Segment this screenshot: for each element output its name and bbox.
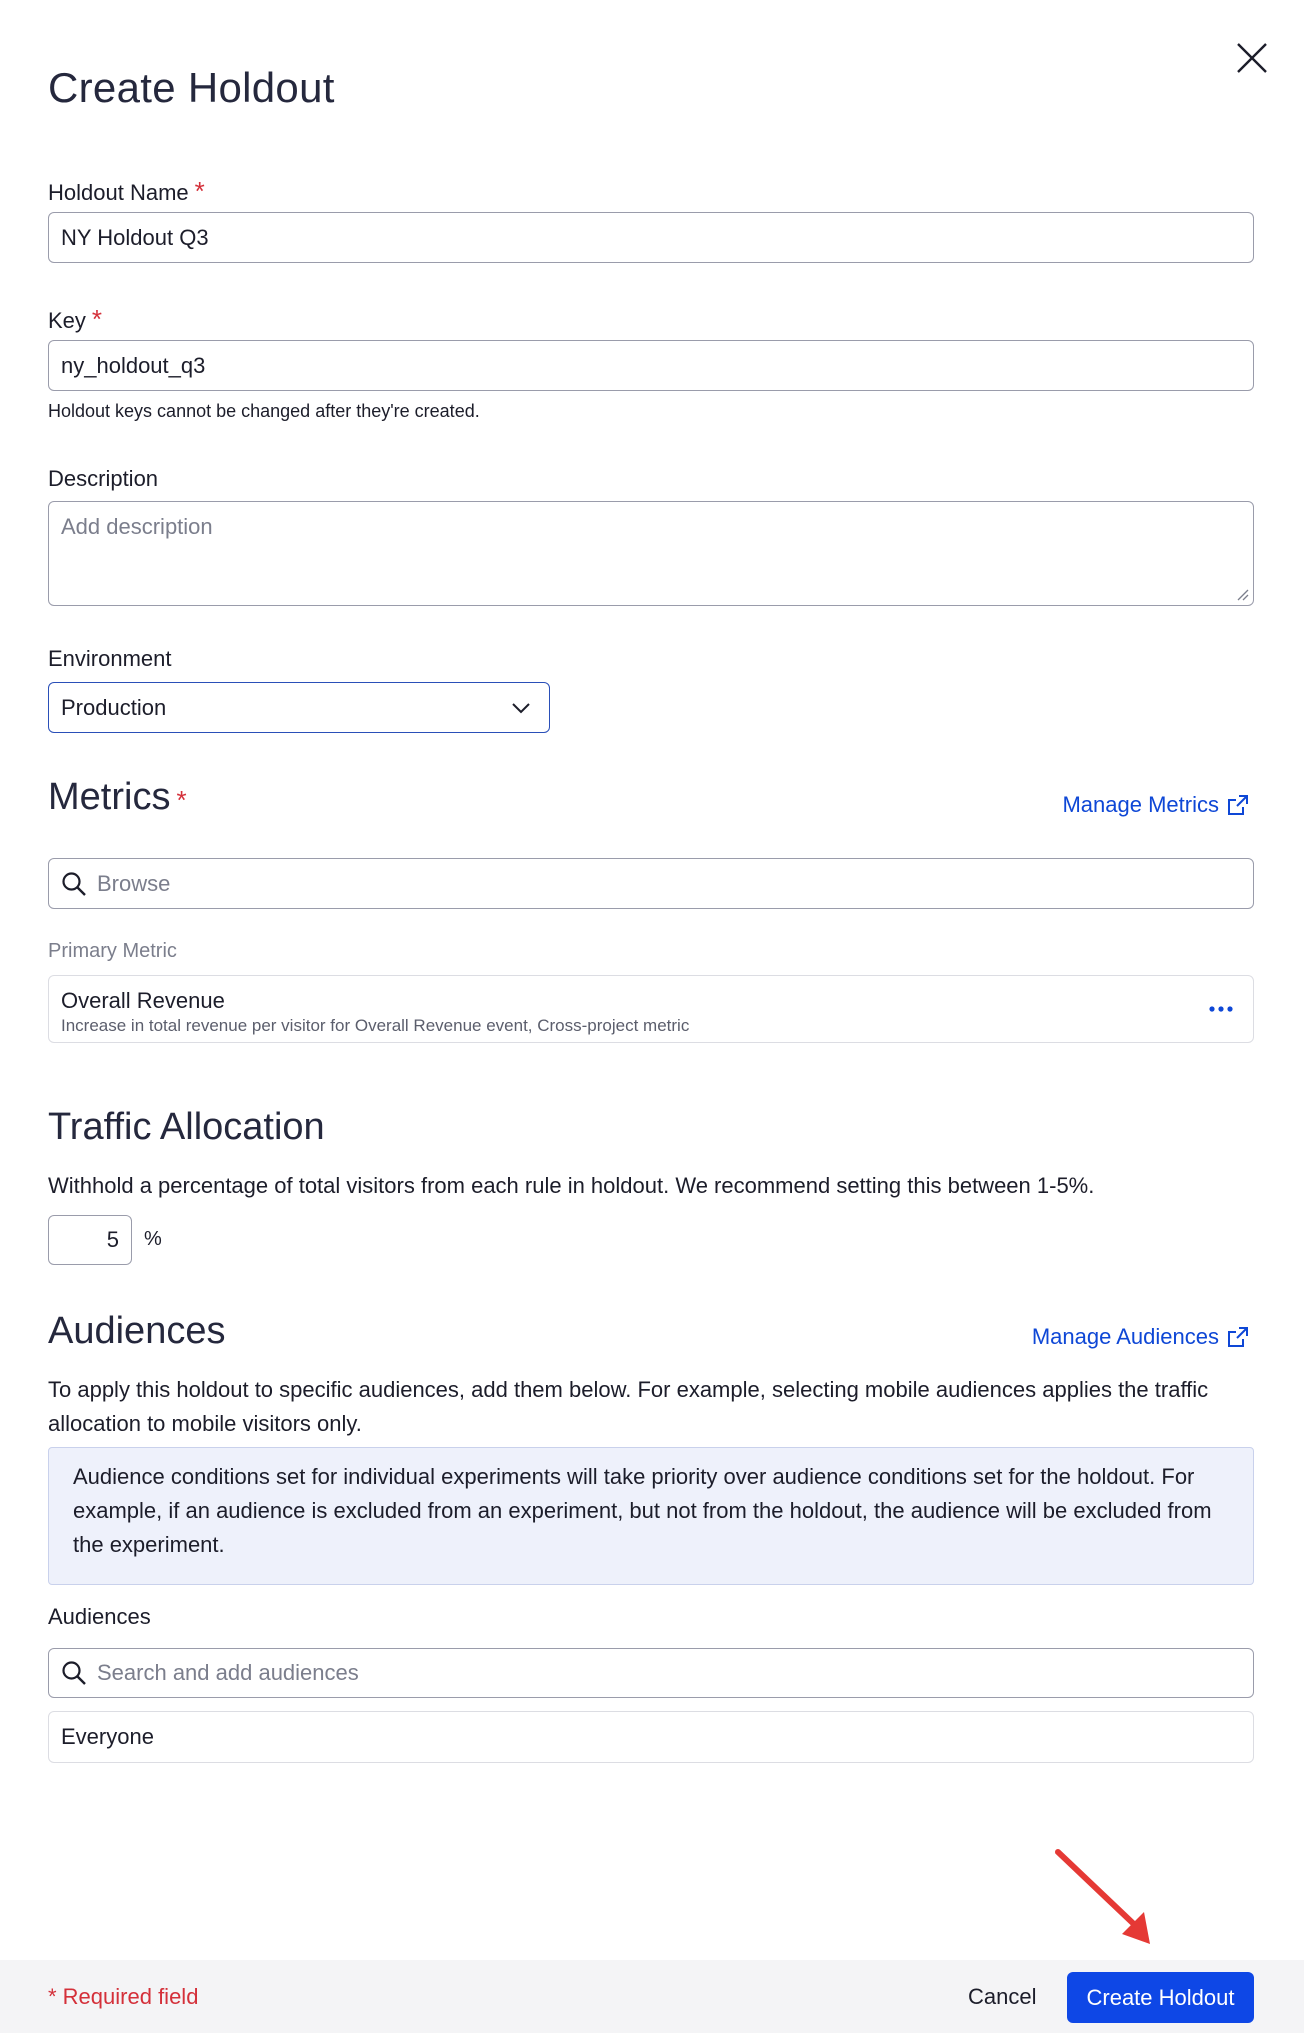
dialog-title: Create Holdout: [48, 64, 335, 111]
audiences-description: To apply this holdout to specific audiences, add them below. For example, selecting mobile audiences applies the traffic allocation to mobile visitors only.: [48, 1377, 1209, 1436]
holdout-name-label-text: Holdout Name: [48, 180, 189, 205]
environment-select[interactable]: [48, 682, 550, 733]
primary-metric-name: Overall Revenue: [61, 988, 225, 1013]
environment-selected-value: Production: [61, 694, 167, 720]
key-label-text: Key: [48, 308, 86, 333]
environment-label: Environment: [48, 646, 172, 671]
required-mark: *: [194, 176, 205, 206]
audiences-field-label: Audiences: [48, 1604, 151, 1629]
key-input[interactable]: [48, 340, 1254, 391]
audiences-search-placeholder: Search and add audiences: [97, 1660, 359, 1685]
search-icon: [61, 871, 87, 897]
description-label: Description: [48, 466, 159, 491]
audience-info-callout: [48, 1447, 1254, 1585]
manage-metrics-link[interactable]: [1062, 792, 1249, 818]
search-icon: [61, 1660, 87, 1686]
key-value: ny_holdout_q3: [61, 352, 206, 378]
cancel-button[interactable]: Cancel: [968, 1984, 1037, 2009]
create-holdout-button[interactable]: Create Holdout: [1067, 1972, 1254, 2023]
metrics-title: [48, 776, 187, 819]
holdout-name-value: NY Holdout Q3: [61, 224, 209, 250]
traffic-percentage-value: 5: [106, 1227, 119, 1252]
audiences-search-input[interactable]: [48, 1648, 1254, 1698]
holdout-name-label: [48, 176, 205, 207]
audiences-title: Audiences: [48, 1310, 226, 1352]
dialog-footer: [0, 1960, 1304, 2033]
external-link-icon: [1227, 794, 1249, 816]
traffic-allocation-description: Withhold a percentage of total visitors from each rule in holdout. We recommend setting this between 1-5%.: [48, 1173, 1095, 1198]
more-horizontal-icon[interactable]: [1209, 999, 1233, 1019]
close-icon[interactable]: [1234, 40, 1270, 76]
resize-handle-icon[interactable]: [1235, 587, 1249, 601]
manage-audiences-label: Manage Audiences: [1031, 1324, 1219, 1349]
required-mark: *: [91, 304, 103, 334]
primary-metric-label: Primary Metric: [48, 940, 177, 962]
percent-unit: %: [144, 1228, 162, 1250]
audience-list-item[interactable]: [48, 1711, 1254, 1763]
key-hint: Holdout keys cannot be changed after they're created.: [48, 401, 480, 421]
primary-metric-description: Increase in total revenue per visitor for Overall Revenue event, Cross-project metric: [61, 1016, 690, 1035]
metrics-search-input[interactable]: [48, 858, 1254, 909]
traffic-allocation-title: Traffic Allocation: [48, 1106, 325, 1148]
metrics-search-placeholder: Browse: [97, 870, 171, 896]
manage-metrics-label: Manage Metrics: [1062, 792, 1219, 817]
audience-item-label: Everyone: [61, 1724, 154, 1749]
manage-audiences-link[interactable]: [1032, 1324, 1249, 1350]
traffic-percentage-input[interactable]: [48, 1215, 132, 1265]
holdout-name-input[interactable]: [48, 212, 1254, 263]
annotation-arrow-icon: [1050, 1848, 1162, 1950]
required-field-note: * Required field: [48, 1984, 199, 2009]
required-mark: *: [176, 785, 187, 815]
description-textarea[interactable]: [48, 501, 1254, 606]
primary-metric-card[interactable]: [48, 975, 1254, 1043]
external-link-icon: [1227, 1326, 1249, 1348]
metrics-title-text: Metrics: [48, 776, 171, 818]
description-placeholder: Add description: [61, 514, 213, 539]
audience-info-text: Audience conditions set for individual experiments will take priority over audience conditions set for the holdout. For example, if an audience is excluded from an experiment, but not from the holdout, the audience will be excluded from the experiment.: [73, 1464, 1212, 1557]
chevron-down-icon: [511, 702, 531, 714]
key-label: [48, 304, 102, 335]
